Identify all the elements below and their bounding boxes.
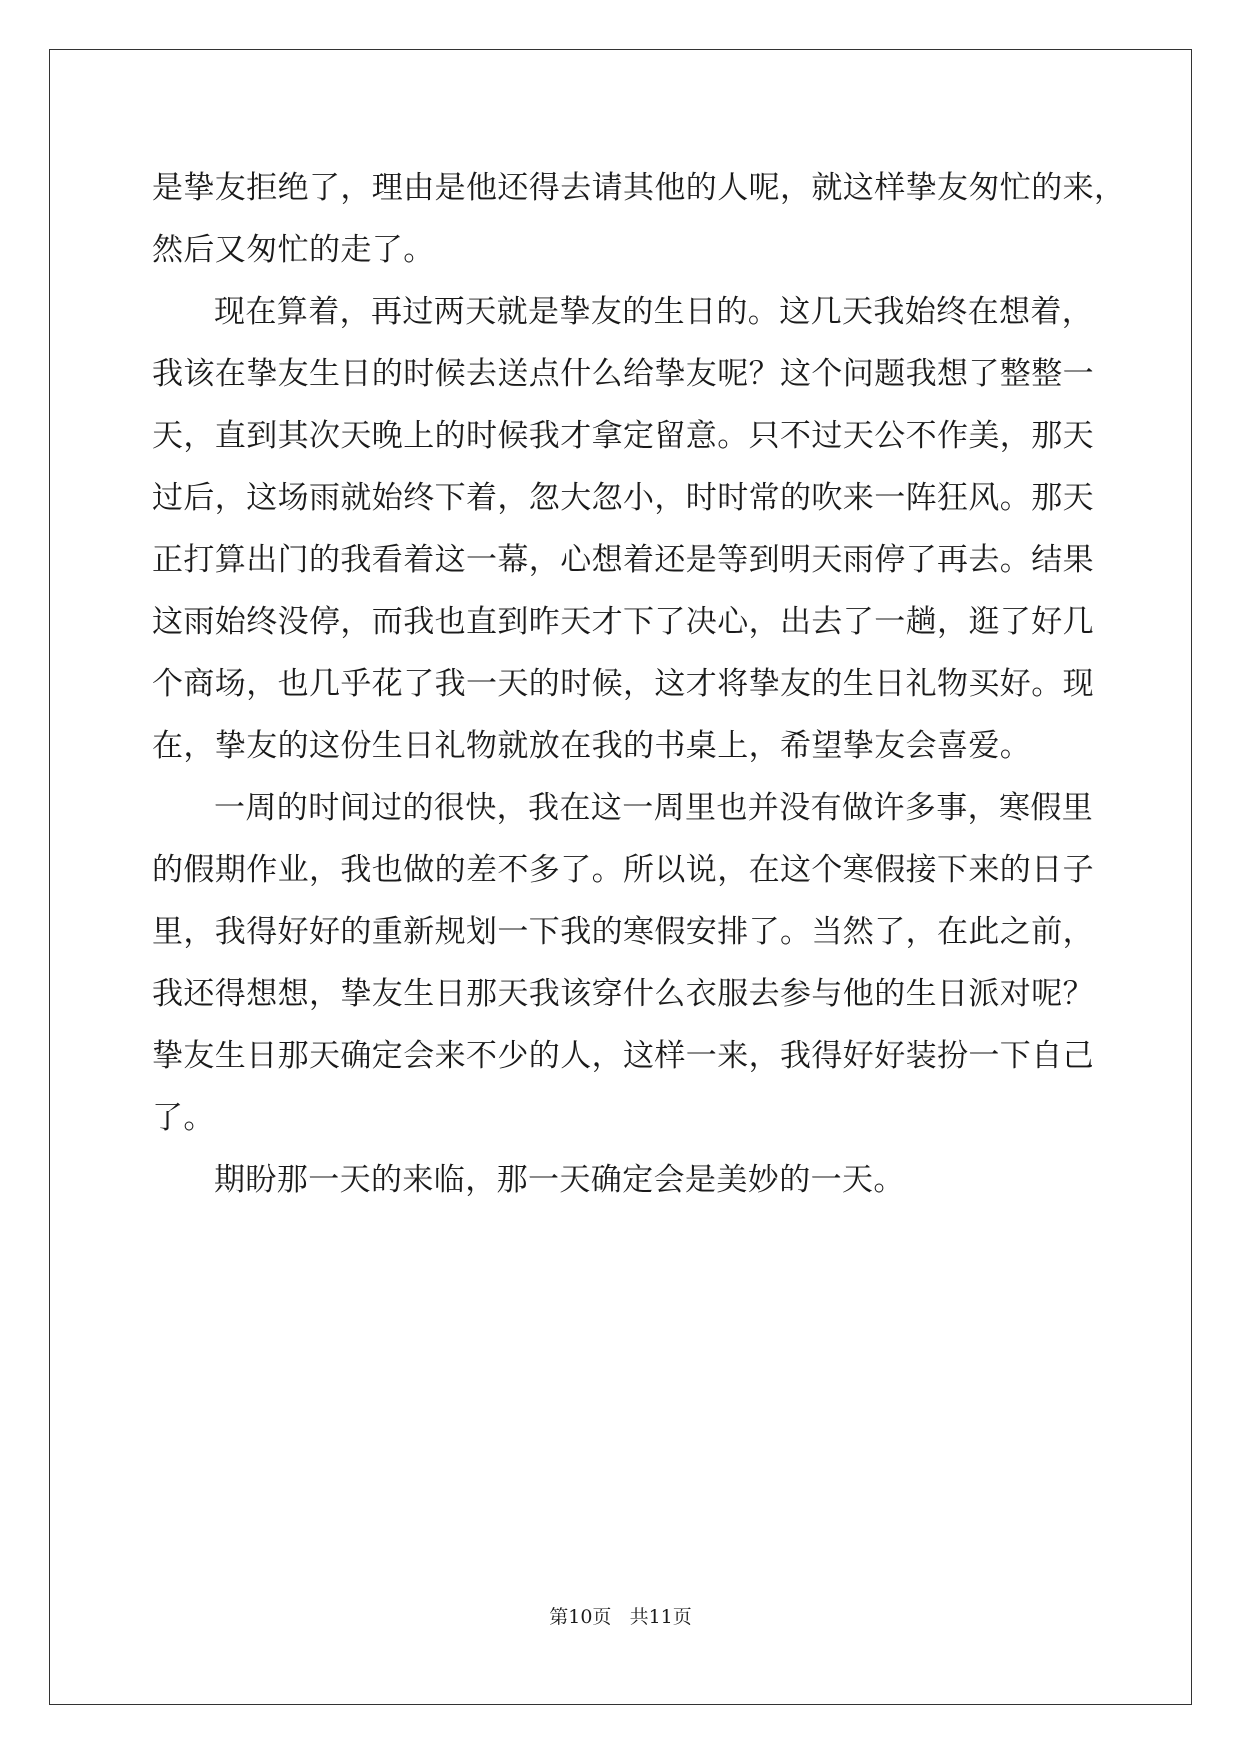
text-line: 在，挚友的这份生日礼物就放在我的书桌上，希望挚友会喜爱。: [152, 728, 1032, 764]
document-body: [152, 157, 1126, 1211]
text-line: 了。: [152, 1100, 215, 1136]
text-line: 一周的时间过的很快，我在这一周里也并没有做许多事，寒假里: [214, 790, 1094, 826]
footer-spacer: [611, 1606, 629, 1628]
text-line: 里，我得好好的重新规划一下我的寒假安排了。当然了，在此之前，: [152, 914, 1094, 950]
page-number: 第10页: [549, 1606, 612, 1628]
text-line: 是挚友拒绝了，理由是他还得去请其他的人呢，就这样挚友匆忙的来，: [152, 170, 1126, 206]
text-line: 天，直到其次天晚上的时候我才拿定留意。只不过天公不作美，那天: [152, 418, 1094, 454]
text-line: 期盼那一天的来临，那一天确定会是美妙的一天。: [214, 1162, 905, 1198]
text-line: 正打算出门的我看着这一幕，心想着还是等到明天雨停了再去。结果: [152, 542, 1094, 578]
text-line: 我还得想想，挚友生日那天我该穿什么衣服去参与他的生日派对呢？: [152, 976, 1094, 1012]
text-line: 我该在挚友生日的时候去送点什么给挚友呢？这个问题我想了整整一: [152, 356, 1094, 392]
text-line: 个商场，也几乎花了我一天的时候，这才将挚友的生日礼物买好。现: [152, 666, 1094, 702]
text-line: 现在算着，再过两天就是挚友的生日的。这几天我始终在想着，: [214, 294, 1094, 330]
text-line: 这雨始终没停，而我也直到昨天才下了决心，出去了一趟，逛了好几: [152, 604, 1094, 640]
text-line: 然后又匆忙的走了。: [152, 232, 435, 268]
text-line: 挚友生日那天确定会来不少的人，这样一来，我得好好装扮一下自己: [152, 1038, 1094, 1074]
page-footer: [0, 1602, 1241, 1629]
page-total: 共11页: [629, 1606, 692, 1628]
text-line: 过后，这场雨就始终下着，忽大忽小，时时常的吹来一阵狂风。那天: [152, 480, 1094, 516]
text-line: 的假期作业，我也做的差不多了。所以说，在这个寒假接下来的日子: [152, 852, 1094, 888]
